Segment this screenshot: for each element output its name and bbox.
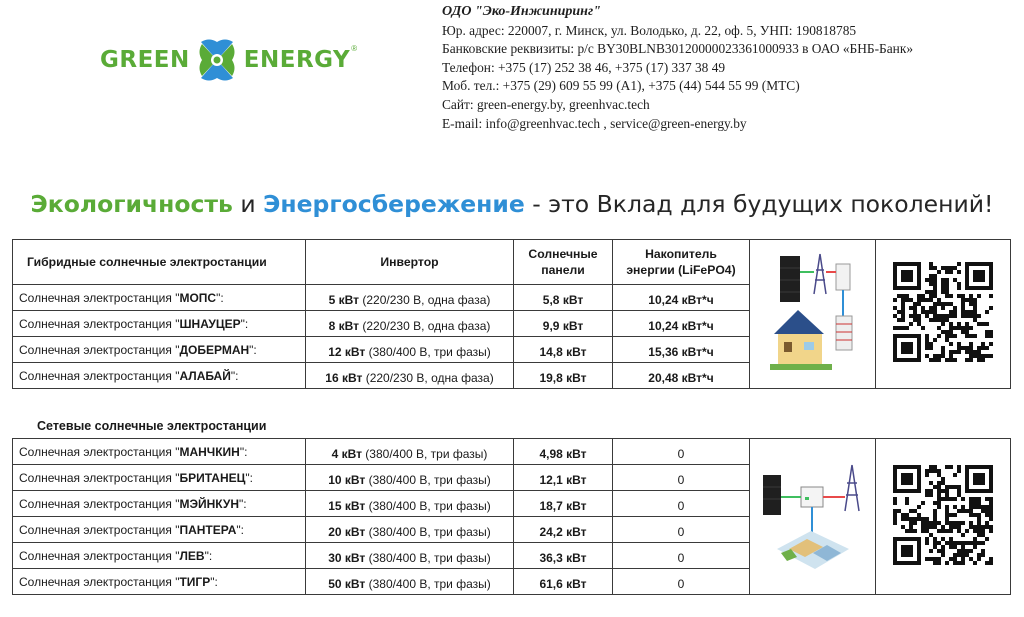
header-inverter: Инвертор — [306, 240, 514, 285]
station-name: Солнечная электростанция "ШНАУЦЕР": — [13, 311, 306, 337]
logo-text-left: GREEN — [100, 47, 190, 73]
slogan-ecology: Экологичность — [30, 190, 233, 218]
hybrid-diagram-cell — [750, 240, 876, 389]
station-name: Солнечная электростанция "ДОБЕРМАН": — [13, 337, 306, 363]
grid-stations-table — [12, 438, 1011, 595]
hybrid-stations-table — [12, 239, 1011, 389]
company-logo — [100, 38, 357, 82]
storage-cell: 0 — [613, 465, 750, 491]
table-row — [13, 439, 1011, 465]
panels-cell: 14,8 кВт — [514, 337, 613, 363]
storage-cell: 20,48 кВт*ч — [613, 363, 750, 389]
hybrid-qr-cell — [876, 240, 1011, 389]
company-mobile: Моб. тел.: +375 (29) 609 55 99 (А1), +375 (44) 544 55 99 (МТС) — [442, 78, 800, 94]
grid-qr-cell — [876, 439, 1011, 595]
qr-code-icon — [893, 262, 993, 362]
storage-cell: 0 — [613, 543, 750, 569]
slogan-conjunction: и — [232, 190, 264, 218]
qr-code-icon — [893, 465, 993, 565]
inverter-cell: 20 кВт (380/400 В, три фазы) — [306, 517, 514, 543]
company-phone: Телефон: +375 (17) 252 38 46, +375 (17) 337 38 49 — [442, 59, 726, 75]
logo-registered-mark: ® — [351, 43, 358, 53]
inverter-cell: 16 кВт (220/230 В, одна фаза) — [306, 363, 514, 389]
station-name: Солнечная электростанция "ПАНТЕРА": — [13, 517, 306, 543]
company-name: ОДО "Эко-Инжиниринг" — [442, 4, 601, 19]
logo-text-right: ENERGY — [243, 47, 351, 73]
table-header-row — [13, 240, 1011, 285]
company-info — [442, 3, 913, 133]
slogan-rest: - это Вклад для будущих поколений! — [524, 190, 994, 218]
station-name: Солнечная электростанция "МОПС": — [13, 285, 306, 311]
hybrid-system-diagram-icon — [770, 250, 856, 374]
station-name: Солнечная электростанция "ЛЕВ": — [13, 543, 306, 569]
station-name: Солнечная электростанция "БРИТАНЕЦ": — [13, 465, 306, 491]
panels-cell: 4,98 кВт — [514, 439, 613, 465]
header-storage: Накопитель энергии (LiFePO4) — [613, 240, 750, 285]
inverter-cell: 4 кВт (380/400 В, три фазы) — [306, 439, 514, 465]
storage-cell: 15,36 кВт*ч — [613, 337, 750, 363]
station-name: Солнечная электростанция "ТИГР": — [13, 569, 306, 595]
storage-cell: 0 — [613, 439, 750, 465]
panels-cell: 61,6 кВт — [514, 569, 613, 595]
panels-cell: 18,7 кВт — [514, 491, 613, 517]
slogan — [0, 190, 1024, 218]
inverter-cell: 30 кВт (380/400 В, три фазы) — [306, 543, 514, 569]
company-legal-address: Юр. адрес: 220007, г. Минск, ул. Володько, д. 22, оф. 5, УНП: 190818785 — [442, 22, 857, 38]
inverter-cell: 15 кВт (380/400 В, три фазы) — [306, 491, 514, 517]
storage-cell: 0 — [613, 517, 750, 543]
grid-section-title: Сетевые солнечные электростанции — [37, 419, 267, 433]
inverter-cell: 10 кВт (380/400 В, три фазы) — [306, 465, 514, 491]
company-bank-details: Банковские реквизиты: р/с BY30BLNB30120000023361000933 в ОАО «БНБ-Банк» — [442, 41, 914, 57]
storage-cell: 10,24 кВт*ч — [613, 311, 750, 337]
header-station: Гибридные солнечные электростанции — [13, 240, 306, 285]
storage-cell: 0 — [613, 569, 750, 595]
panels-cell: 36,3 кВт — [514, 543, 613, 569]
grid-system-diagram-icon — [757, 453, 869, 577]
inverter-cell: 12 кВт (380/400 В, три фазы) — [306, 337, 514, 363]
header-panels: Солнечные панели — [514, 240, 613, 285]
logo-mark-icon — [194, 38, 240, 82]
grid-diagram-cell — [750, 439, 876, 595]
panels-cell: 19,8 кВт — [514, 363, 613, 389]
panels-cell: 9,9 кВт — [514, 311, 613, 337]
storage-cell: 0 — [613, 491, 750, 517]
panels-cell: 5,8 кВт — [514, 285, 613, 311]
panels-cell: 12,1 кВт — [514, 465, 613, 491]
station-name: Солнечная электростанция "МЭЙНКУН": — [13, 491, 306, 517]
inverter-cell: 8 кВт (220/230 В, одна фаза) — [306, 311, 514, 337]
station-name: Солнечная электростанция "МАНЧКИН": — [13, 439, 306, 465]
company-website: Сайт: green-energy.by, greenhvac.tech — [442, 96, 650, 112]
company-email: E-mail: info@greenhvac.tech , service@green-energy.by — [442, 115, 747, 131]
slogan-energy-saving: Энергосбережение — [263, 190, 525, 218]
station-name: Солнечная электростанция "АЛАБАЙ": — [13, 363, 306, 389]
panels-cell: 24,2 кВт — [514, 517, 613, 543]
inverter-cell: 50 кВт (380/400 В, три фазы) — [306, 569, 514, 595]
storage-cell: 10,24 кВт*ч — [613, 285, 750, 311]
inverter-cell: 5 кВт (220/230 В, одна фаза) — [306, 285, 514, 311]
